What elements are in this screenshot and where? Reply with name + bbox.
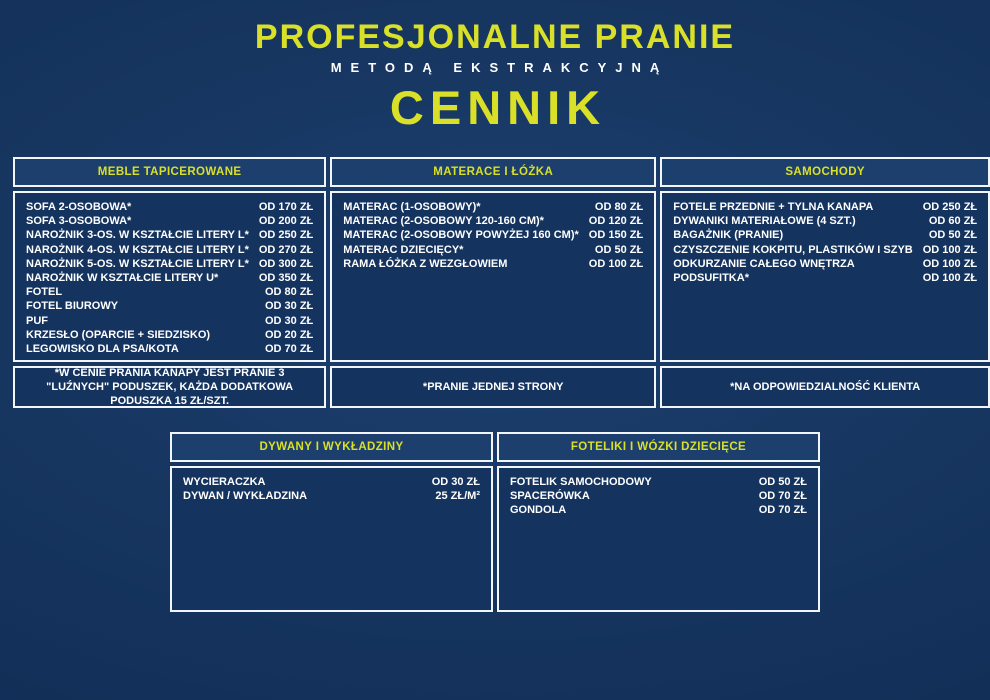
item-price: OD 80 ZŁ xyxy=(264,286,314,299)
column-header-foteliki-i-wozki: FOTELIKI I WÓZKI DZIECIĘCE xyxy=(497,432,820,462)
poster-title: PROFESJONALNE PRANIE xyxy=(254,18,736,56)
price-row xyxy=(26,285,313,299)
item-price: OD 50 ZŁ xyxy=(594,243,644,256)
item-price: OD 80 ZŁ xyxy=(594,201,644,213)
item-label: PUF xyxy=(26,314,48,327)
item-label: LEGOWISKO DLA PSA/KOTA xyxy=(26,343,179,356)
pricelist-heading: CENNIK xyxy=(389,80,607,134)
column-header-meble-tapicerowane: MEBLE TAPICEROWANE xyxy=(13,157,326,187)
price-row xyxy=(343,200,643,214)
secondary-price-table xyxy=(170,432,820,612)
item-price: OD 70 ZŁ xyxy=(264,343,314,356)
footnote-materace: *PRANIE JEDNEJ STRONY xyxy=(330,366,656,408)
price-row xyxy=(673,228,977,242)
item-price: OD 250 ZŁ xyxy=(922,201,978,213)
item-price: OD 30 ZŁ xyxy=(264,314,314,327)
price-row xyxy=(510,475,807,489)
price-row xyxy=(343,228,643,242)
item-label: CZYSZCZENIE KOKPITU, PLASTIKÓW I SZYB xyxy=(673,243,913,256)
item-label: GONDOLA xyxy=(510,504,567,517)
item-price: OD 100 ZŁ xyxy=(922,257,978,270)
item-label: MATERAC (2-OSOBOWY 120-160 CM)* xyxy=(343,215,544,228)
price-row xyxy=(510,489,807,503)
price-row xyxy=(26,271,313,285)
item-label: SPACERÓWKA xyxy=(510,490,590,503)
masthead xyxy=(0,0,990,134)
item-label: PODSUFITKA* xyxy=(673,272,749,285)
item-price: OD 100 ZŁ xyxy=(922,272,978,285)
price-row xyxy=(343,243,643,257)
item-price: OD 200 ZŁ xyxy=(258,215,314,228)
item-label: NAROŻNIK 3-OS. W KSZTAŁCIE LITERY L* xyxy=(26,229,249,242)
price-row xyxy=(26,228,313,242)
price-row xyxy=(510,503,807,517)
price-list-samochody xyxy=(660,191,990,362)
price-row xyxy=(183,475,480,489)
item-label: NAROŻNIK W KSZTAŁCIE LITERY U* xyxy=(26,272,219,285)
item-label: SOFA 2-OSOBOWA* xyxy=(26,201,132,213)
item-label: DYWAN / WYKŁADZINA xyxy=(183,490,308,503)
item-price: OD 50 ZŁ xyxy=(928,229,978,242)
footnote-meble: *W CENIE PRANIA KANAPY JEST PRANIE 3 "LUŹNYCH" PODUSZEK, KAŻDA DODATKOWA PODUSZKA 15 ZŁ/SZT. xyxy=(13,366,326,408)
item-price: OD 60 ZŁ xyxy=(928,215,978,228)
item-price: OD 300 ZŁ xyxy=(258,257,314,270)
item-price: OD 50 ZŁ xyxy=(758,476,807,488)
price-row xyxy=(26,257,313,271)
item-price: OD 30 ZŁ xyxy=(431,476,480,488)
item-label: ODKURZANIE CAŁEGO WNĘTRZA xyxy=(673,257,855,270)
item-label: WYCIERACZKA xyxy=(183,476,266,488)
item-label: BAGAŻNIK (PRANIE) xyxy=(673,229,784,242)
price-row xyxy=(673,200,977,214)
item-label: DYWANIKI MATERIAŁOWE (4 SZT.) xyxy=(673,215,856,228)
item-label: KRZESŁO (OPARCIE + SIEDZISKO) xyxy=(26,328,211,341)
item-label: NAROŻNIK 4-OS. W KSZTAŁCIE LITERY L* xyxy=(26,243,249,256)
item-price: 25 ZŁ/M² xyxy=(435,490,480,503)
column-header-samochody: SAMOCHODY xyxy=(660,157,990,187)
column-header-dywany-i-wykladziny: DYWANY I WYKŁADZINY xyxy=(170,432,493,462)
item-price: OD 70 ZŁ xyxy=(758,490,807,503)
item-label: FOTEL BIUROWY xyxy=(26,300,119,313)
item-price: OD 70 ZŁ xyxy=(758,504,807,517)
price-row xyxy=(26,299,313,313)
item-price: OD 170 ZŁ xyxy=(258,201,314,213)
item-label: RAMA ŁÓŻKA Z WEZGŁOWIEM xyxy=(343,257,508,270)
item-price: OD 350 ZŁ xyxy=(258,272,314,285)
item-price: OD 120 ZŁ xyxy=(588,215,644,228)
footnote-samochody: *NA ODPOWIEDZIALNOŚĆ KLIENTA xyxy=(660,366,990,408)
price-list-dywany xyxy=(170,466,493,612)
price-row xyxy=(673,271,977,285)
price-row xyxy=(343,214,643,228)
poster-subtitle: METODĄ EKSTRAKCYJNĄ xyxy=(330,59,669,75)
item-label: MATERAC DZIECIĘCY* xyxy=(343,243,464,256)
item-price: OD 270 ZŁ xyxy=(258,243,314,256)
item-label: SOFA 3-OSOBOWA* xyxy=(26,215,132,228)
item-price: OD 20 ZŁ xyxy=(264,328,314,341)
price-list-materace-i-lozka xyxy=(330,191,656,362)
item-price: OD 150 ZŁ xyxy=(588,229,644,242)
main-price-table xyxy=(13,157,977,408)
price-row xyxy=(183,489,480,503)
price-row xyxy=(26,342,313,356)
item-price: OD 100 ZŁ xyxy=(922,243,978,256)
price-row xyxy=(673,257,977,271)
price-row xyxy=(343,257,643,271)
item-price: OD 30 ZŁ xyxy=(264,300,314,313)
price-row xyxy=(673,243,977,257)
item-label: NAROŻNIK 5-OS. W KSZTAŁCIE LITERY L* xyxy=(26,257,249,270)
column-header-materace-i-lozka: MATERACE I ŁÓŻKA xyxy=(330,157,656,187)
item-price: OD 100 ZŁ xyxy=(588,257,644,270)
item-label: MATERAC (2-OSOBOWY POWYŻEJ 160 CM)* xyxy=(343,229,579,242)
item-label: FOTELIK SAMOCHODOWY xyxy=(510,476,652,488)
price-list-meble-tapicerowane xyxy=(13,191,326,362)
price-row xyxy=(26,314,313,328)
price-row xyxy=(26,243,313,257)
item-label: FOTEL xyxy=(26,286,63,299)
price-list-foteliki xyxy=(497,466,820,612)
item-label: MATERAC (1-OSOBOWY)* xyxy=(343,201,481,213)
item-price: OD 250 ZŁ xyxy=(258,229,314,242)
item-label: FOTELE PRZEDNIE + TYLNA KANAPA xyxy=(673,201,874,213)
price-row xyxy=(26,328,313,342)
price-row xyxy=(26,200,313,214)
price-row xyxy=(26,214,313,228)
price-row xyxy=(673,214,977,228)
